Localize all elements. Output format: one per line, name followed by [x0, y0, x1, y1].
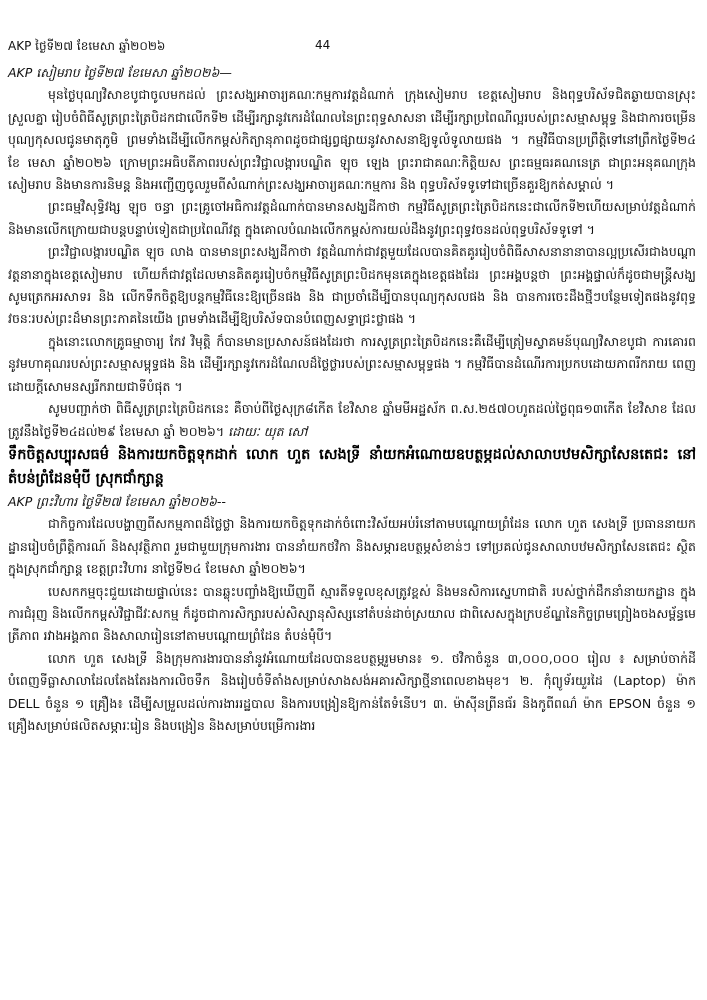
article1-dateline: AKP សៀមរាប ថ្ងៃទី២៧ ខែមេសា ឆ្នាំ២០២៦— — [8, 65, 232, 80]
article1-paragraph-text: សូមបញ្ជាក់ថា ពិធីសូត្រព្រះត្រៃបិដកនេះ គឺចាប់ពីថ្ងៃសុក្រ៨កើត ខែវិសាខ ឆ្នាំមមីអដ្ឋស័ក ព.ស.២៥៧០ហូតដល់ថ្ងៃពុធ១៣កើត ខែវិសាខ ដែលត្រូវនឹងថ្ងៃទី២៤ដល់២៩ ខែមេសា ឆ្នាំ ២០២៦។ — [8, 401, 696, 439]
article1-byline: ដោយៈ យុត សៅ — [228, 423, 308, 439]
article2-paragraph: ជាកិច្ចការដែលបង្ហាញពីសកម្មភាពដ៏ថ្លៃថ្លា និងការយកចិត្តទុកដាក់ចំពោះវិស័យអប់រំនៅតាមបណ្តោយព្រំដែន លោក ហួត សេងទ្រី ប្រធាននាយកដ្ឋានរៀបចំព្រឹត្តិការណ៍ និងសុវត្ថិភាព រួមជាមួយក្រុមការងារ បាននាំយកថវិកា និងសម្ភារឧបត្ថម្ភសំខាន់ៗ ទៅប្រគល់ជូនសាលាបឋមសិក្សាសែនតេជះ ស្ថិតក្នុងស្រុកជាំក្សាន្ត ខេត្តព្រះវិហារ នាថ្ងៃទី២៤ ខែមេសា ឆ្នាំ២០២៦។ — [8, 516, 696, 577]
article1-paragraph: ព្រះធម្មវិសុទ្ធិវង្ស ឡុច ចន្ធា ព្រះគ្រូចៅអធិការវត្តដំណាក់បានមានសង្ឃដីកាថា កម្មវិធីសូត្រព្រះត្រៃបិដកនេះជាលើកទី២ហើយសម្រាប់វត្តដំណាក់ និងមានលើកក្រោយជាបន្តបន្ទាប់ទៀតជាប្រពៃណីវត្ត ក្នុងគោលបំណងលើកកម្ពស់ការយល់ដឹងនូវព្រះពុទ្ធវចនដល់ពុទ្ធបរិស័ទទូទៅ ។ — [8, 199, 696, 237]
article2-headline: ទឹកចិត្តសប្បុរសធម៌ និងការយកចិត្តទុកដាក់ លោក ហួត សេងទ្រី នាំយកអំណោយឧបត្ថម្ភដល់សាលាបឋមសិក្សាសែនតេជះ នៅតំបន់ព្រំដែនម៉ុំបី ស្រុកជាំក្សាន្ត — [8, 446, 696, 487]
running-header: AKP ថ្ងៃទី២៧ ខែមេសា ឆ្នាំ២០២៦ — [8, 39, 166, 53]
article2-dateline: AKP ព្រះវិហារ ថ្ងៃទី២៧ ខែមេសា ឆ្នាំ២០២៦-- — [8, 493, 226, 509]
document-body — [8, 62, 696, 737]
article2-paragraph: លោក ហួត សេងទ្រី និងក្រុមការងារបាននាំនូវអំណោយដែលបានឧបត្ថម្ភរួមមាន៖ ១. ថវិកាចំនួន ៣,០០០,០០០ រៀល ៖ សម្រាប់ចាក់ដីបំពេញទីធ្លាសាលាដែលតែងតែរងការលិចទឹក និងរៀបចំទីតាំងសម្រាប់សាងសង់អគារសិក្សាថ្មីនាពេលខាងមុខ។ ២. កុំព្យូទ័រយួរដៃ (Laptop) ម៉ាក DELL ចំនួន ១ គ្រឿង៖ ដើម្បីសម្រួលដល់ការងាររដ្ឋបាល និងការបង្រៀនឱ្យកាន់តែទំនើប។ ៣. ម៉ាស៊ីនព្រីនធ័រ និងកូពីពណ៌ ម៉ាក EPSON ចំនួន ១ គ្រឿងសម្រាប់ផលិតសម្ភារៈរៀន និងបង្រៀន និងសម្រាប់បម្រើការងារ — [8, 650, 696, 733]
article1-paragraph: ព្រះវិជ្ជាលង្ការបណ្ឌិត ឡុច លាង បានមានព្រះសង្ឃដីកាថា វត្តដំណាក់ជាវត្តមួយដែលបានគិតគូររៀបចំពិធីសាសនានានាបានល្អប្រសើរជាងបណ្តាវត្តនានាក្នុងខេត្តសៀមរាប ហើយក៏ជាវត្តដែលមានគិតគូររៀបចំកម្មវិធីសូត្រព្រះបិដកមុនគេក្នុងខេត្តផងដែរ ព្រះអង្គបន្តថា ព្រះអង្គផ្ទាល់ក៏ដូចជាមន្ត្រីសង្ឃសូមត្រេកអរសាទរ និង លើកទឹកចិត្តឱ្យបន្តកម្មវិធីនេះឱ្យច្រើនផង និង ជាប្រចាំដើម្បីបានបុណ្យកុសលផង និង បានការចេះដឹងថ្មីៗបន្ថែមទៀតផងនូវពុទ្ធវចនៈរបស់ព្រះដ៏មានព្រះភាគនៃយើង ព្រមទាំងដើម្បីឱ្យបរិស័ទបានបំពេញសទ្ធាជ្រះថ្លាផង ។ — [8, 244, 696, 327]
article1-paragraph: មុនថ្ងៃបុណ្យវិសាខបូជាចូលមកដល់ ព្រះសង្ឃអាចារ្យគណៈកម្មការវត្តដំណាក់ ក្រុងសៀមរាប ខេត្តសៀមរាប និងពុទ្ធបរិស័ទជិតឆ្ងាយបានស្រុះស្រួលគ្នា រៀបចំពិធីសូត្រព្រះត្រៃបិដកជាលើកទី២ ដើម្បីរក្សានូវកេរដំណែលនៃព្រះពុទ្ធសាសនា ដើម្បីរក្សាប្រពៃណីល្អរបស់ព្រះសម្មាសម្ពុទ្ធ និងជាការចម្រើនបុណ្យកុសលជូនមាតុភូមិ ព្រមទាំងដើម្បីលើកកម្ពស់កិត្យានុភាពដូចជាផ្សព្វផ្សាយនូវសាសនាឱ្យទូលំទូលាយផង ។ កម្មវិធីបានប្រព្រឹត្តិទៅនៅព្រឹកថ្ងៃទី២៤ ខែ មេសា ឆ្នាំ២០២៦ ក្រោមព្រះអធិបតីភាពរបស់ព្រះវិជ្ជាលង្ការបណ្ឌិត ឡុច ឡេង ព្រះរាជាគណៈកិត្តិយស ព្រះធម្មធរគណនេត្រ ជាព្រះអនុគណក្រុងសៀមរាប និងមានការនិមន្ត និងអញ្ជើញចូលរួមពីសំណាក់ព្រះសង្ឃអាចារ្យគណៈកម្មការ និង ពុទ្ធបរិស័ទទូទៅជាច្រើនគួរឱ្យកត់សម្គាល់ ។ — [8, 87, 696, 193]
article2-paragraph: បេសកកម្មចុះជួយដោយផ្ទាល់នេះ បានឆ្លុះបញ្ចាំងឱ្យឃើញពី ស្មារតីទទួលខុសត្រូវខ្ពស់ និងមនសិការស្នេហាជាតិ របស់ថ្នាក់ដឹកនាំនាយកដ្ឋាន ក្នុងការជំរុញ និងលើកកម្ពស់វិជ្ជាជីវៈសកម្ម ក៏ដូចជាការសិក្សារបស់សិស្សានុសិស្សនៅតំបន់ដាច់ស្រយាល ជាពិសេសក្នុងក្របខ័ណ្ឌនៃកិច្ចព្រមព្រៀងចងសម្ព័ន្ធមេត្រីភាព រវាងអង្គភាព និងសាលារៀននៅតាមបណ្តោយព្រំដែន តំបន់ម៉ុំបី។ — [8, 583, 696, 644]
article1-paragraph: ក្នុងនោះលោកគ្រូធម្មាចារ្យ កែវ វិមុត្តិ ក៏បានមានប្រសាសន៍ផងដែរថា ការសូត្រព្រះត្រៃបិដកនេះគឺដើម្បីត្រៀមស្វាគមន៍បុណ្យវិសាខបូជា ការគោរពនូវមហាគុណរបស់ព្រះសម្មាសម្ពុទ្ធផង និង ដើម្បីរក្សានូវកេរដំណែលដ៏ថ្លៃថ្លារបស់ព្រះសម្មាសម្ពុទ្ធផង ។ កម្មវិធីបានដំណើរការប្រកបដោយភាពរីករាយ ពេញដោយក្ដីសោមនស្សរីករាយជាទីបំផុត ។ — [8, 333, 696, 394]
page-number: 44 — [315, 38, 331, 52]
article1-last-paragraph — [8, 398, 696, 443]
